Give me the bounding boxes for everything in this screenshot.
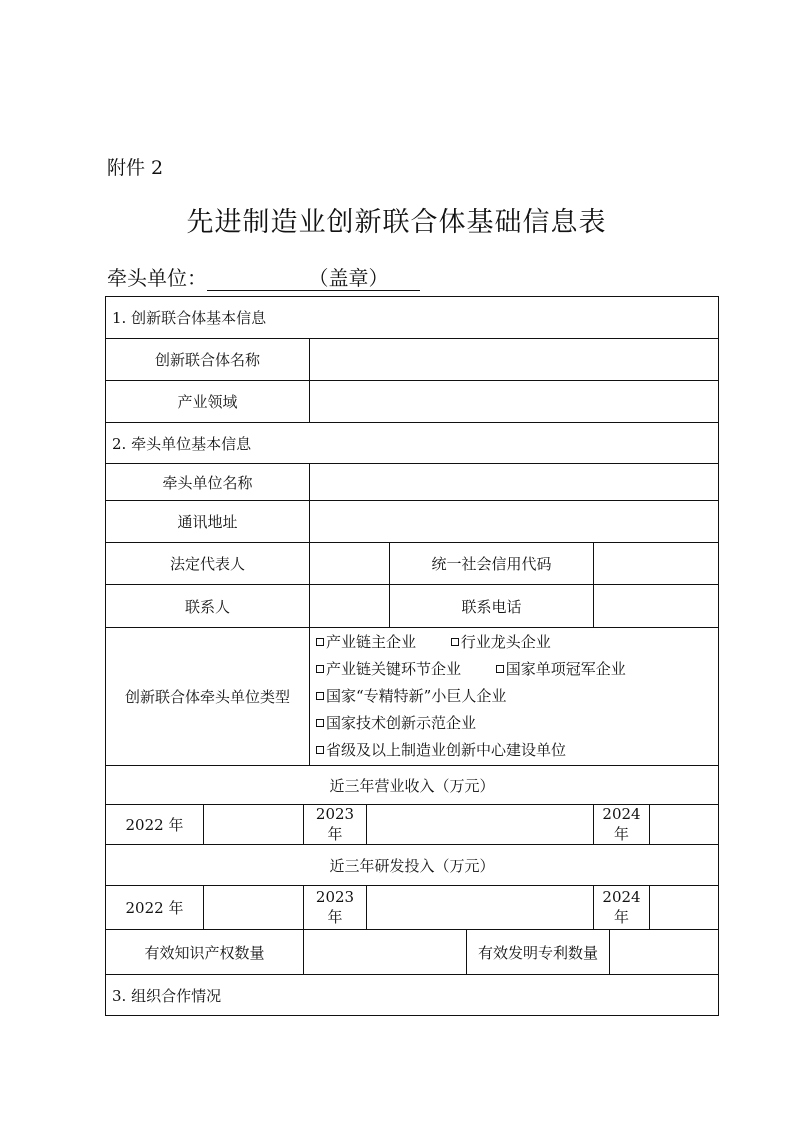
type-option[interactable]: 产业链主企业 — [316, 633, 416, 651]
rd-2024-input[interactable] — [650, 886, 719, 930]
revenue-header: 近三年营业收入（万元） — [106, 766, 719, 805]
revenue-2024-input[interactable] — [650, 805, 719, 845]
checkbox-icon — [316, 692, 324, 700]
revenue-year-2024: 2024 年 — [594, 805, 650, 845]
revenue-2023-input[interactable] — [367, 805, 594, 845]
ip-count-input[interactable] — [304, 930, 467, 975]
revenue-year-2022: 2022 年 — [106, 805, 204, 845]
type-option[interactable]: 省级及以上制造业创新中心建设单位 — [316, 741, 566, 759]
address-input[interactable] — [310, 501, 719, 543]
type-option-row — [316, 656, 712, 683]
type-option[interactable]: 国家技术创新示范企业 — [316, 714, 476, 732]
type-option-row — [316, 737, 712, 764]
revenue-year-2023: 2023 年 — [304, 805, 367, 845]
section-3-title: 3. 组织合作情况 — [106, 975, 719, 1016]
section-1-title: 1. 创新联合体基本信息 — [106, 297, 719, 339]
contact-person-input[interactable] — [310, 585, 390, 628]
type-option[interactable]: 国家“专精特新”小巨人企业 — [316, 687, 506, 705]
attachment-label: 附件 2 — [107, 157, 164, 179]
industry-field-label: 产业领域 — [106, 381, 310, 423]
checkbox-icon — [496, 665, 504, 673]
contact-phone-label: 联系电话 — [390, 585, 594, 628]
checkbox-icon — [316, 638, 324, 646]
consortium-name-label: 创新联合体名称 — [106, 339, 310, 381]
lead-unit-line — [107, 262, 420, 291]
legal-rep-input[interactable] — [310, 543, 390, 585]
contact-person-label: 联系人 — [106, 585, 310, 628]
type-option[interactable]: 行业龙头企业 — [451, 633, 551, 651]
type-option-row — [316, 629, 712, 656]
credit-code-input[interactable] — [594, 543, 719, 585]
lead-unit-name-input[interactable] — [310, 464, 719, 501]
rd-2023-input[interactable] — [367, 886, 594, 930]
contact-phone-input[interactable] — [594, 585, 719, 628]
checkbox-icon — [316, 719, 324, 727]
lead-unit-type-label: 创新联合体牵头单位类型 — [106, 628, 310, 766]
type-option-row — [316, 710, 712, 737]
checkbox-icon — [451, 638, 459, 646]
revenue-2022-input[interactable] — [204, 805, 304, 845]
address-label: 通讯地址 — [106, 501, 310, 543]
lead-unit-label: 牵头单位： — [107, 266, 207, 290]
rd-header: 近三年研发投入（万元） — [106, 845, 719, 886]
lead-unit-type-options — [310, 628, 719, 766]
checkbox-icon — [316, 746, 324, 754]
patent-count-label: 有效发明专利数量 — [467, 930, 610, 975]
type-option-row — [316, 683, 712, 710]
legal-rep-label: 法定代表人 — [106, 543, 310, 585]
section-2-title: 2. 牵头单位基本信息 — [106, 423, 719, 464]
patent-count-input[interactable] — [610, 930, 719, 975]
rd-year-2022: 2022 年 — [106, 886, 204, 930]
rd-year-2023: 2023 年 — [304, 886, 367, 930]
form-title: 先进制造业创新联合体基础信息表 — [186, 207, 607, 238]
industry-field-input[interactable] — [310, 381, 719, 423]
consortium-name-input[interactable] — [310, 339, 719, 381]
ip-count-label: 有效知识产权数量 — [106, 930, 304, 975]
lead-unit-stamp-field[interactable]: （盖章） — [207, 265, 420, 291]
type-option[interactable]: 国家单项冠军企业 — [496, 660, 626, 678]
checkbox-icon — [316, 665, 324, 673]
rd-2022-input[interactable] — [204, 886, 304, 930]
info-table — [105, 296, 719, 1016]
credit-code-label: 统一社会信用代码 — [390, 543, 594, 585]
lead-unit-name-label: 牵头单位名称 — [106, 464, 310, 501]
type-option[interactable]: 产业链关键环节企业 — [316, 660, 461, 678]
rd-year-2024: 2024 年 — [594, 886, 650, 930]
